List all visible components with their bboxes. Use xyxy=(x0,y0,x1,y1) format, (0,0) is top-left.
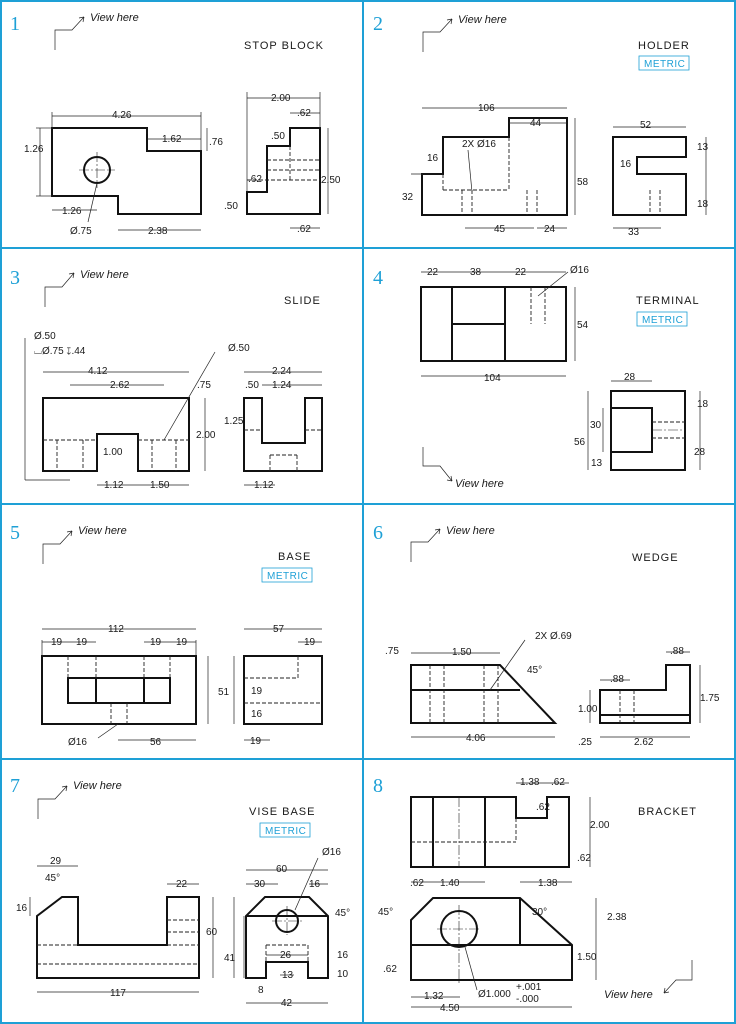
dim-text: 1.62 xyxy=(162,134,182,145)
panel-3 xyxy=(10,267,322,491)
panel-number: 1 xyxy=(10,13,20,35)
dim-text: 1.00 xyxy=(578,704,598,715)
dim-text: 28 xyxy=(624,372,636,383)
dim-text: 16 xyxy=(337,950,349,961)
dim-text: 4.12 xyxy=(88,366,108,377)
dim-text: 13 xyxy=(591,458,603,469)
part-title: BRACKET xyxy=(638,806,697,818)
dim-text: -.000 xyxy=(516,994,539,1005)
top-view xyxy=(421,272,575,376)
dim-text: Ø.75 xyxy=(70,226,92,237)
dim-text: 42 xyxy=(281,998,293,1009)
dim-text: 60 xyxy=(206,927,218,938)
dim-text: 28 xyxy=(694,447,706,458)
dim-text: 2X Ø.69 xyxy=(535,631,572,642)
panel-6 xyxy=(373,522,720,748)
view-here-label: View here xyxy=(458,14,507,26)
dim-text: .62 xyxy=(297,108,311,119)
dim-text: 1.38 xyxy=(538,878,558,889)
side-view xyxy=(613,127,706,228)
dim-text: 56 xyxy=(574,437,586,448)
metric-label: METRIC xyxy=(267,571,309,582)
dim-text: 45 xyxy=(494,224,506,235)
dim-text: 41 xyxy=(224,953,236,964)
dim-text: 8 xyxy=(258,985,264,996)
dim-text: .50 xyxy=(271,131,285,142)
dim-text: 52 xyxy=(640,120,652,131)
dim-text: ⌴Ø.75 ↧.44 xyxy=(34,346,86,357)
dim-text: +.001 xyxy=(516,982,542,993)
panel-8 xyxy=(373,775,697,1014)
dim-text: .88 xyxy=(610,674,624,685)
dim-text: 10 xyxy=(337,969,349,980)
dim-text: 1.75 xyxy=(700,693,720,704)
dim-text: 26 xyxy=(280,950,292,961)
dim-text: 22 xyxy=(515,267,527,278)
panel-number: 2 xyxy=(373,13,383,35)
dim-text: 29 xyxy=(50,856,62,867)
panel-7 xyxy=(10,775,350,1009)
panel-number: 5 xyxy=(10,522,20,544)
dim-text: 1.38 xyxy=(520,777,540,788)
dim-text: 24 xyxy=(544,224,556,235)
view-here-arrow xyxy=(55,12,139,50)
front-view xyxy=(25,338,215,485)
dim-text: 1.00 xyxy=(103,447,123,458)
metric-label: METRIC xyxy=(642,315,684,326)
front-view xyxy=(411,108,575,228)
dim-text: 2.38 xyxy=(607,912,627,923)
dim-text: 104 xyxy=(484,373,501,384)
front-view xyxy=(411,640,555,737)
dim-text: 4.50 xyxy=(440,1003,460,1014)
dim-text: 2.62 xyxy=(634,737,654,748)
dim-text: 16 xyxy=(309,879,321,890)
dim-text: 106 xyxy=(478,103,495,114)
part-title: SLIDE xyxy=(284,295,321,307)
view-here-label: View here xyxy=(80,269,129,281)
dim-text: 30 xyxy=(590,420,602,431)
metric-label: METRIC xyxy=(265,826,307,837)
dim-text: 45° xyxy=(335,908,351,919)
side-view xyxy=(588,381,700,470)
view-here-label: View here xyxy=(604,989,653,1001)
dim-text: .75 xyxy=(385,646,399,657)
dim-text: .50 xyxy=(245,380,259,391)
dim-text: 19 xyxy=(176,637,188,648)
dim-text: .62 xyxy=(410,878,424,889)
dim-text: 1.12 xyxy=(254,480,274,491)
part-title: WEDGE xyxy=(632,552,679,564)
dim-text: 1.50 xyxy=(577,952,597,963)
part-title: TERMINAL xyxy=(636,295,700,307)
dim-text: 58 xyxy=(577,177,589,188)
view-here-arrow xyxy=(411,525,495,562)
dim-text: 19 xyxy=(250,736,262,747)
dim-text: 1.26 xyxy=(24,144,44,155)
dim-text: 2.00 xyxy=(271,93,291,104)
part-title: VISE BASE xyxy=(249,806,316,818)
dim-text: 2.00 xyxy=(196,430,216,441)
dim-text: .62 xyxy=(248,174,262,185)
dim-text: 60 xyxy=(276,864,288,875)
dim-text: 19 xyxy=(51,637,63,648)
dim-text: Ø16 xyxy=(570,265,589,276)
dim-text: 1.25 xyxy=(224,416,244,427)
dim-text: 112 xyxy=(108,624,124,635)
dim-text: 2.00 xyxy=(590,820,610,831)
panel-number: 8 xyxy=(373,775,383,797)
dim-text: 19 xyxy=(251,686,263,697)
dim-text: .50 xyxy=(224,201,238,212)
panel-number: 7 xyxy=(10,775,20,797)
dim-text: 45° xyxy=(45,873,61,884)
view-here-label: View here xyxy=(455,478,504,490)
dim-text: 16 xyxy=(251,709,263,720)
dim-text: 1.12 xyxy=(104,480,124,491)
dim-text: 45° xyxy=(527,665,543,676)
side-view xyxy=(247,92,328,228)
panel-number: 6 xyxy=(373,522,383,544)
dim-text: 16 xyxy=(427,153,439,164)
dim-text: .62 xyxy=(551,777,565,788)
dim-text: .88 xyxy=(670,646,684,657)
view-here-arrow xyxy=(604,960,692,1001)
dim-text: Ø1.000 xyxy=(478,989,511,1000)
view-here-label: View here xyxy=(446,525,495,537)
metric-label: METRIC xyxy=(644,59,686,70)
dim-text: 1.50 xyxy=(150,480,170,491)
dim-text: .75 xyxy=(197,380,211,391)
dim-text: 33 xyxy=(628,227,640,238)
dim-text: 19 xyxy=(76,637,88,648)
dim-text: 57 xyxy=(273,624,285,635)
dim-text: 45° xyxy=(378,907,394,918)
dim-text: 4.26 xyxy=(112,110,132,121)
panel-5 xyxy=(10,522,322,748)
dim-text: 13 xyxy=(697,142,709,153)
dim-text: .62 xyxy=(383,964,397,975)
view-here-arrow xyxy=(38,780,122,819)
dim-text: Ø16 xyxy=(68,737,87,748)
view-here-arrow xyxy=(423,447,504,490)
view-here-arrow xyxy=(43,525,127,564)
dim-text: 1.26 xyxy=(62,206,82,217)
panel-number: 3 xyxy=(10,267,20,289)
dim-text: 13 xyxy=(282,970,294,981)
dim-text: 16 xyxy=(620,159,632,170)
dim-text: 51 xyxy=(218,687,230,698)
view-here-label: View here xyxy=(73,780,122,792)
dim-text: 2.38 xyxy=(148,226,168,237)
dim-text: 2X Ø16 xyxy=(462,139,496,150)
dim-text: .62 xyxy=(577,853,591,864)
view-here-arrow xyxy=(45,269,129,307)
dim-text: .25 xyxy=(578,737,592,748)
dim-text: Ø16 xyxy=(322,847,341,858)
dim-text: 1.40 xyxy=(440,878,460,889)
dim-text: .76 xyxy=(209,137,223,148)
dim-text: 2.62 xyxy=(110,380,130,391)
panel-2 xyxy=(373,13,709,238)
dim-text: 18 xyxy=(697,199,709,210)
panel-1 xyxy=(10,12,341,237)
part-title: BASE xyxy=(278,551,312,563)
part-title: HOLDER xyxy=(638,40,690,52)
dim-text: 19 xyxy=(304,637,316,648)
side-view xyxy=(590,652,700,737)
dim-text: 1.24 xyxy=(272,380,292,391)
view-here-label: View here xyxy=(90,12,139,24)
dim-text: 1.50 xyxy=(452,647,472,658)
dim-text: 19 xyxy=(150,637,162,648)
dim-text: Ø.50 xyxy=(34,331,56,342)
dim-text: 117 xyxy=(110,988,126,999)
dim-text: 2.24 xyxy=(272,366,292,377)
part-title: STOP BLOCK xyxy=(244,40,324,52)
top-view xyxy=(411,783,590,867)
dim-text: 1.32 xyxy=(424,991,444,1002)
dim-text: 32 xyxy=(402,192,414,203)
dim-text: 30 xyxy=(254,879,266,890)
dim-text: 54 xyxy=(577,320,589,331)
dim-text: 16 xyxy=(16,903,28,914)
dim-text: 18 xyxy=(697,399,709,410)
dim-text: 38 xyxy=(470,267,482,278)
dim-text: 56 xyxy=(150,737,162,748)
view-here-arrow xyxy=(423,14,507,52)
dim-text: 4.06 xyxy=(466,733,486,744)
dim-text: 22 xyxy=(427,267,439,278)
panel-grid xyxy=(1,1,735,1023)
dim-text: .62 xyxy=(536,802,550,813)
view-here-label: View here xyxy=(78,525,127,537)
panel-number: 4 xyxy=(373,267,383,289)
dim-text: .62 xyxy=(297,224,311,235)
panel-4 xyxy=(373,265,709,490)
dim-text: 2.50 xyxy=(321,175,341,186)
dim-text: 22 xyxy=(176,879,188,890)
dim-text: 44 xyxy=(530,118,542,129)
dim-text: Ø.50 xyxy=(228,343,250,354)
dim-text: 30° xyxy=(532,907,548,918)
